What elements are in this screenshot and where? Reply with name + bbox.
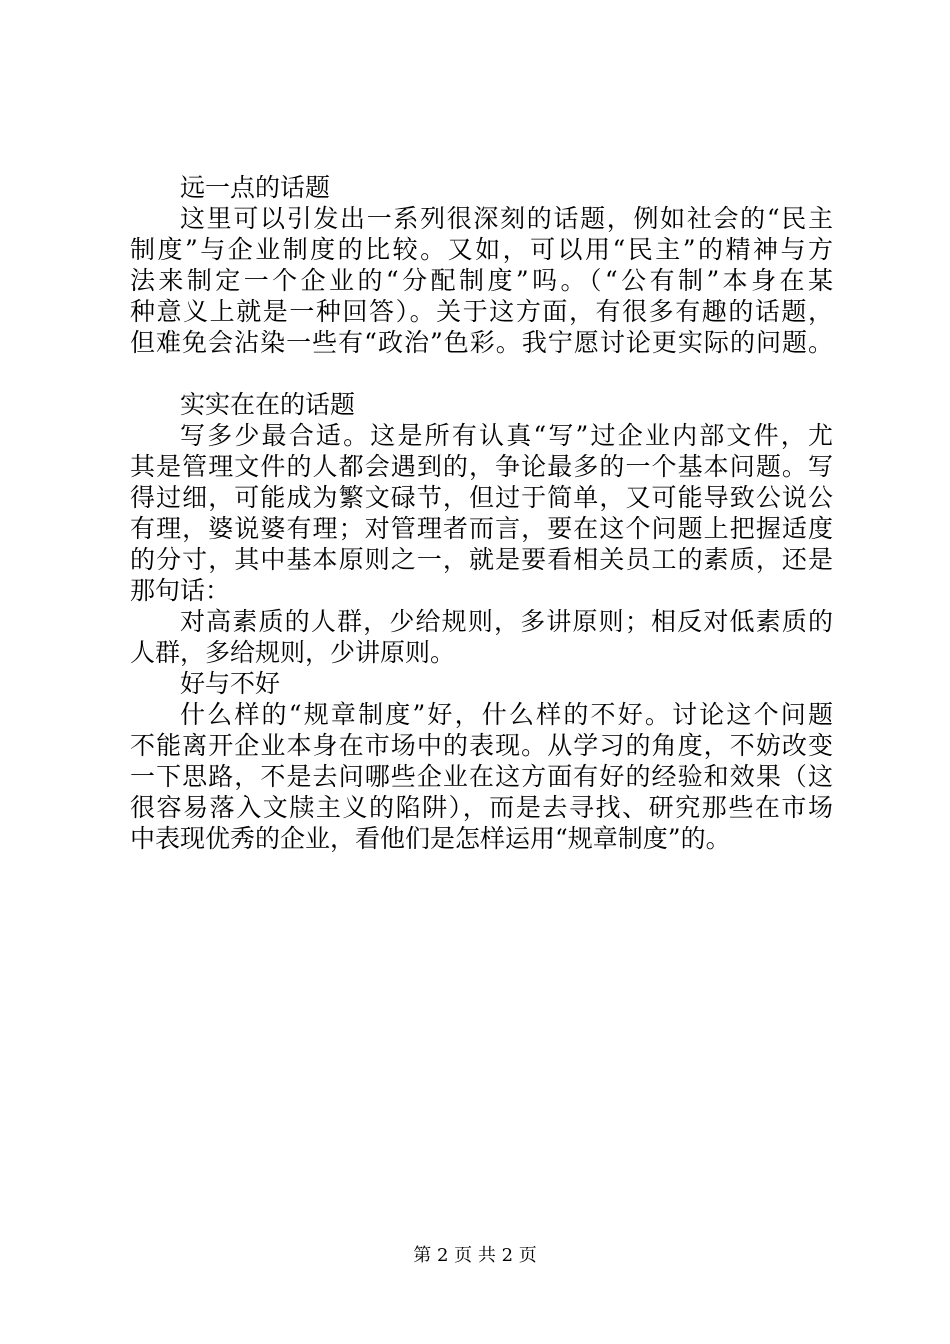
paragraph-line: 得过细，可能成为繁文碌节，但过于简单，又可能导致公说公 [130, 483, 833, 512]
paragraph-line: 种意义上就是一种回答）。关于这方面，有很多有趣的话题， [130, 297, 833, 326]
paragraph-line: 有理，婆说婆有理；对管理者而言，要在这个问题上把握适度 [130, 514, 833, 543]
paragraph-line: 那句话： [130, 576, 231, 605]
paragraph-line: 一下思路，不是去问哪些企业在这方面有好的经验和效果（这 [130, 762, 833, 791]
paragraph-line: 但难免会沾染一些有“政治”色彩。我宁愿讨论更实际的问题。 [130, 328, 833, 357]
paragraph-line: 这里可以引发出一系列很深刻的话题，例如社会的“民主 [180, 204, 833, 233]
paragraph-line: 制度”与企业制度的比较。又如，可以用“民主”的精神与方 [130, 235, 833, 264]
section-spacer [130, 358, 833, 389]
paragraph-line: 什么样的“规章制度”好，什么样的不好。讨论这个问题 [180, 700, 833, 729]
paragraph-line: 的分寸，其中基本原则之一，就是要看相关员工的素质，还是 [130, 545, 833, 574]
paragraph-line: 人群，多给规则，少讲原则。 [130, 638, 456, 667]
page-number-footer: 第 2 页 共 2 页 [413, 1245, 537, 1266]
paragraph-line: 对高素质的人群，少给规则，多讲原则；相反对低素质的 [180, 607, 833, 636]
paragraph-line: 不能离开企业本身在市场中的表现。从学习的角度，不妨改变 [130, 731, 833, 760]
section-heading: 远一点的话题 [180, 173, 331, 202]
paragraph-line: 写多少最合适。这是所有认真“写”过企业内部文件，尤 [180, 421, 833, 450]
paragraph-line: 很容易落入文牍主义的陷阱），而是去寻找、研究那些在市场 [130, 793, 833, 822]
paragraph-line: 中表现优秀的企业，看他们是怎样运用“规章制度”的。 [130, 824, 731, 853]
paragraph-line: 法来制定一个企业的“分配制度”吗。（“公有制”本身在某 [130, 266, 833, 295]
document-body [130, 172, 833, 854]
paragraph-line: 其是管理文件的人都会遇到的，争论最多的一个基本问题。写 [130, 452, 833, 481]
section-heading: 好与不好 [180, 669, 281, 698]
section-heading: 实实在在的话题 [180, 390, 356, 419]
